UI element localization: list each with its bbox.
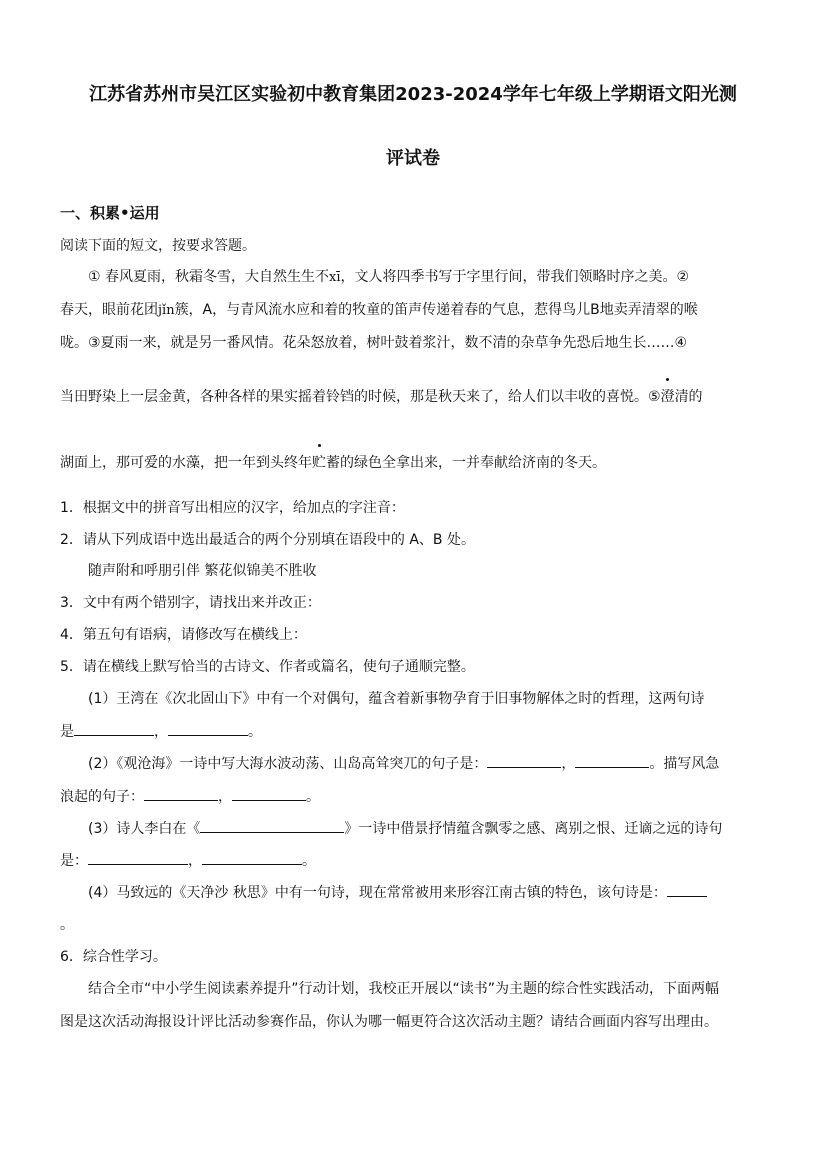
passage-text: 清的 <box>674 389 703 405</box>
question-3: 3．文中有两个错别字，请找出来并改正： <box>60 595 321 611</box>
period: 。 <box>248 724 262 740</box>
passage-text: ，文人将四季书写于字里行间，带我们领略时序之美。② <box>340 269 690 285</box>
period: 。 <box>302 853 316 869</box>
passage-line-1 <box>88 266 689 286</box>
passage-text: ① 春风夏雨，秋霜冬雪，大自然生生不 <box>88 269 329 285</box>
answer-blank[interactable] <box>232 788 306 801</box>
answer-blank[interactable] <box>144 788 218 801</box>
question-5-2-cont <box>60 786 320 806</box>
passage-line-5 <box>60 452 606 472</box>
answer-blank[interactable] <box>667 884 707 897</box>
question-6-text-1: 结合全市“中小学生阅读素养提升”行动计划，我校正开展以“读书”为主题的综合性实践活动，下面两幅 <box>88 981 720 997</box>
question-text: 》一诗中借景抒情蕴含飘零之感、离别之恨、迁谪之远的诗句 <box>344 821 723 837</box>
passage-line-3: 咙。③夏雨一来，就是另一番风情。花朵怒放着，树叶鼓着浆汁，数不清的杂草争先恐后地生长……④ <box>60 335 688 351</box>
question-6-text-2: 图是这次活动海报设计评比活动参赛作品，你认为哪一幅更符合这次活动主题？请结合画面内容写出理由。 <box>60 1014 718 1030</box>
section-heading: 一、积累•运用 <box>60 204 160 222</box>
passage-line-4 <box>60 386 703 406</box>
question-text: 浪起的句子： <box>60 789 144 805</box>
answer-blank[interactable] <box>200 820 344 833</box>
pinyin: jǐn <box>158 303 175 318</box>
comma: ， <box>188 853 202 869</box>
question-5-1: (1）王湾在《次北固山下》中有一个对偶句，蕴含着新事物孕育于旧事物解体之时的哲理，这两句诗 <box>88 691 705 707</box>
question-4: 4．第五句有语病，请修改写在横线上： <box>60 627 307 643</box>
question-5-2 <box>88 753 719 773</box>
question-5: 5．请在横线上默写恰当的古诗文、作者或篇名，使句子通顺完整。 <box>60 659 475 675</box>
question-5-4 <box>88 882 707 902</box>
passage-text: 当田野染上一层金黄，各种各样的果实摇着铃铛的时候，那是秋天来了，给人们以丰收的喜悦。⑤ <box>60 389 661 405</box>
comma: ， <box>154 724 168 740</box>
question-6: 6．综合性学习。 <box>60 949 167 965</box>
comma: ， <box>218 789 232 805</box>
question-1: 1．根据文中的拼音写出相应的汉字，给加点的字注音： <box>60 500 405 516</box>
dotted-char: 澄 <box>661 386 675 406</box>
period: 。 <box>306 789 320 805</box>
question-text: (4）马致远的《天净沙 秋思》中有一句诗，现在常常被用来形容江南古镇的特色，该句诗是： <box>88 885 667 901</box>
passage-text: 春天，眼前花团 <box>60 302 158 318</box>
answer-blank[interactable] <box>74 723 154 736</box>
answer-blank[interactable] <box>88 852 188 865</box>
comma: ， <box>561 756 576 772</box>
answer-blank[interactable] <box>202 852 302 865</box>
answer-blank[interactable] <box>168 723 248 736</box>
answer-prefix: 是 <box>60 724 74 740</box>
question-5-1-answer <box>60 721 262 741</box>
passage-line-2 <box>60 299 766 319</box>
question-5-3 <box>88 818 722 838</box>
question-5-4-end: 。 <box>60 917 74 933</box>
passage-text: 蓄的绿色全拿出来，一并奉献给济南的冬天。 <box>326 455 606 471</box>
passage-text: 湖面上，那可爱的水藻，把一年到头终年 <box>60 455 312 471</box>
passage-text: 簇，A，与青风流水应和着的牧童的笛声传递着春的气息，惹得鸟儿B地卖弄清翠的喉 <box>174 302 698 318</box>
instruction-text: 阅读下面的短文，按要求答题。 <box>60 238 256 254</box>
page-title: 江苏省苏州市吴江区实验初中教育集团2023-2024学年七年级上学期语文阳光测 <box>89 84 737 105</box>
dotted-char: 贮 <box>312 452 326 472</box>
question-text: 。描写风急 <box>649 756 720 772</box>
answer-blank[interactable] <box>575 755 649 768</box>
question-text: (3）诗人李白在《 <box>88 821 201 837</box>
question-text: (2）《观沧海》一诗中写大海水波动荡、山岛高耸突兀的句子是： <box>88 756 488 772</box>
answer-blank[interactable] <box>487 755 561 768</box>
question-2: 2．请从下列成语中选出最适合的两个分别填在语段中的 A、B 处。 <box>60 532 475 548</box>
page-title-cont: 评试卷 <box>386 148 440 169</box>
question-text: 是： <box>60 853 88 869</box>
pinyin: xī <box>329 270 341 285</box>
question-5-3-cont <box>60 850 316 870</box>
question-2-options: 随声附和呼朋引伴 繁花似锦美不胜收 <box>88 563 317 579</box>
